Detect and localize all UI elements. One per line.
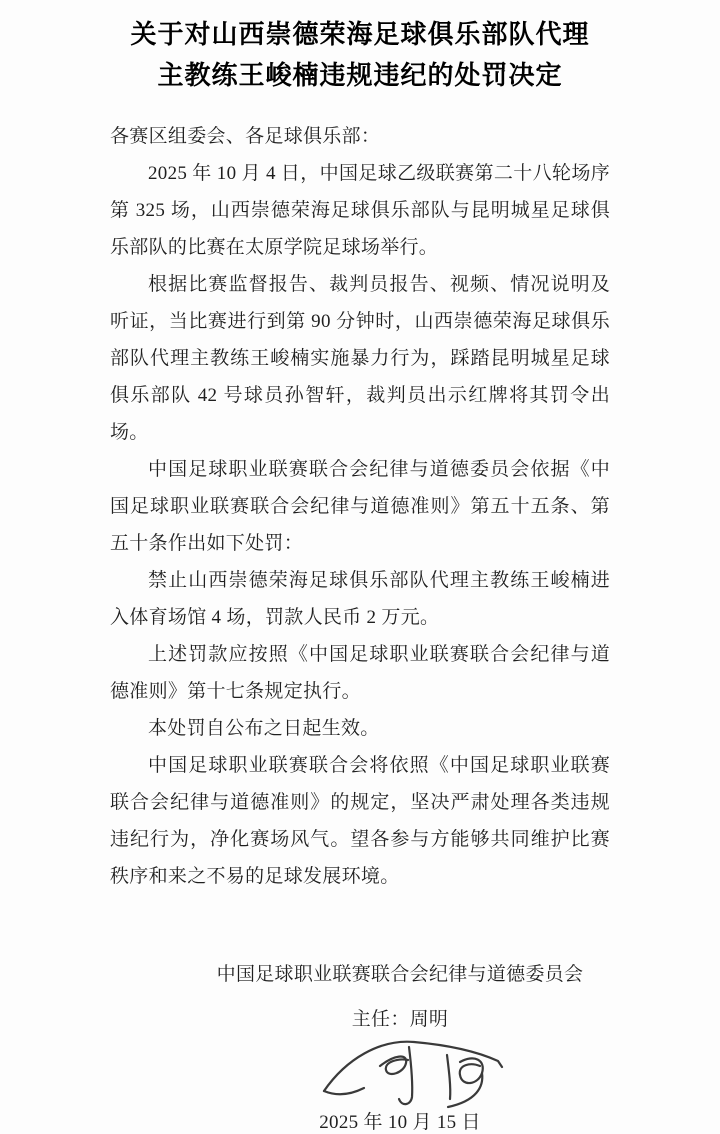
paragraph-effective-date: 本处罚自公布之日起生效。 xyxy=(148,718,380,739)
title-line-2: 主教练王峻楠违规违纪的处罚决定 xyxy=(157,61,563,90)
document-page xyxy=(0,14,720,1133)
paragraph-fine-execution: 上述罚款应按照《中国足球职业联赛联合会纪律与道德准则》第十七条规定执行。 xyxy=(110,644,610,702)
paragraph-legal-basis: 中国足球职业联赛联合会纪律与道德委员会依据《中国足球职业联赛联合会纪律与道德准则》第五十五条、第五十条作出如下处罚： xyxy=(110,459,610,554)
issuing-organization: 中国足球职业联赛联合会纪律与道德委员会 xyxy=(216,964,584,985)
document-title xyxy=(55,14,665,96)
paragraph-violation-facts: 根据比赛监督报告、裁判员报告、视频、情况说明及听证，当比赛进行到第 90 分钟时，山西崇德荣海足球俱乐部队代理主教练王峻楠实施暴力行为，踩踏昆明城星足球俱乐部队 42 号球员孙智轩，裁判员出示红牌将其罚令出场。 xyxy=(110,274,610,443)
paragraph-closing-statement: 中国足球职业联赛联合会将依照《中国足球职业联赛联合会纪律与道德准则》的规定，坚决严肃处理各类违规违纪行为，净化赛场风气。望各参与方能够共同维护比赛秩序和来之不易的足球发展环境。 xyxy=(110,755,610,887)
signer-title-line: 主任：周明 xyxy=(351,1009,449,1030)
document-body xyxy=(110,118,610,895)
title-line-1: 关于对山西崇德荣海足球俱乐部队代理 xyxy=(130,20,590,49)
signature-block xyxy=(180,959,620,1134)
salutation-line: 各赛区组委会、各足球俱乐部： xyxy=(110,126,381,147)
issue-date: 2025 年 10 月 15 日 xyxy=(319,1112,481,1133)
paragraph-punishment: 禁止山西崇德荣海足球俱乐部队代理主教练王峻楠进入体育场馆 4 场，罚款人民币 2 万元。 xyxy=(110,570,610,628)
handwritten-signature-icon xyxy=(310,1029,518,1109)
paragraph-match-info: 2025 年 10 月 4 日，中国足球乙级联赛第二十八轮场序第 325 场，山西崇德荣海足球俱乐部队与昆明城星足球俱乐部队的比赛在太原学院足球场举行。 xyxy=(110,163,610,258)
